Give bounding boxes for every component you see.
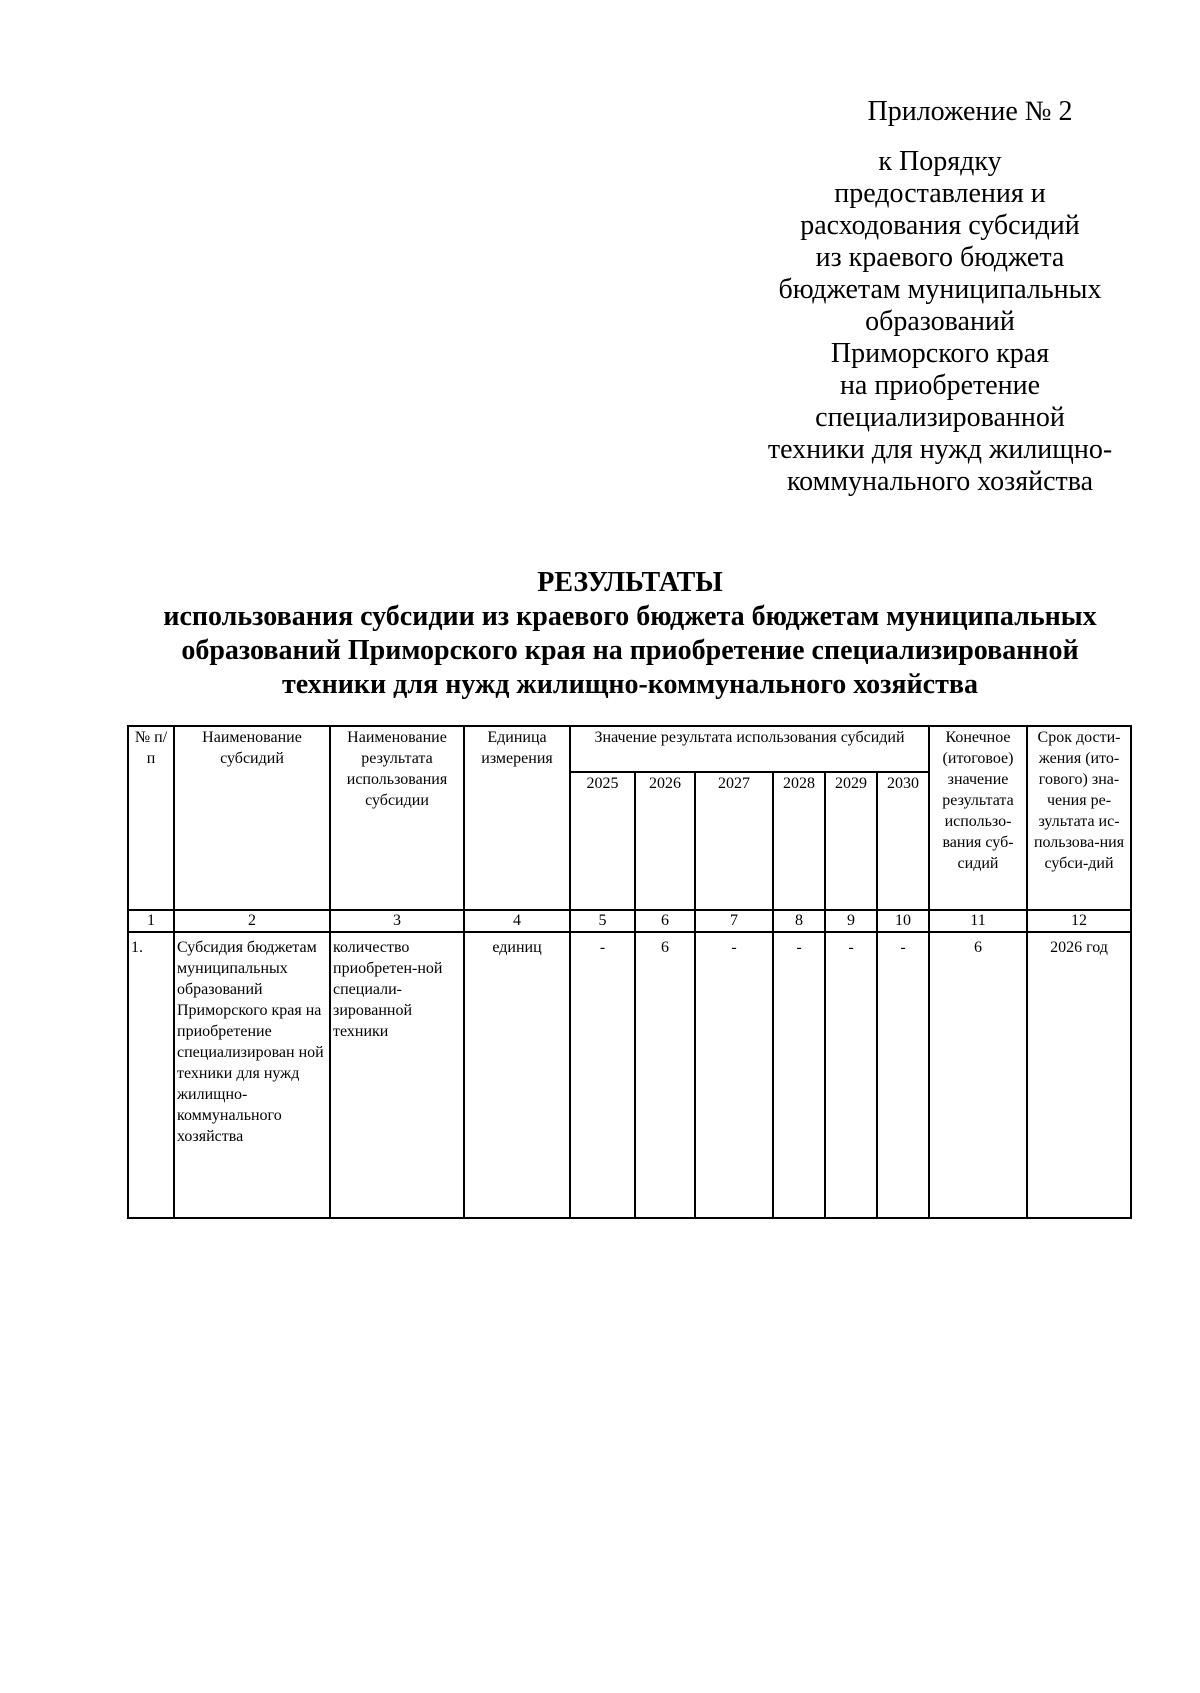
- column-number: 7: [695, 910, 773, 932]
- header-year: 2028: [773, 772, 825, 910]
- header-result-name: Наименование результата использования субсидии: [330, 726, 464, 910]
- header-unit: Единица измерения: [464, 726, 570, 910]
- header-final-value: Конечное (итоговое) значение результата использо-вания суб-сидий: [929, 726, 1027, 910]
- title-line: образований Приморского края на приобретение специализированной: [181, 635, 1079, 666]
- column-number: 10: [877, 910, 929, 932]
- header-num: № п/п: [128, 726, 174, 910]
- appendix-line: бюджетам муниципальных: [778, 274, 1102, 305]
- appendix-line: из краевого бюджета: [815, 242, 1065, 273]
- appendix-reference: [740, 146, 1140, 498]
- cell-num: 1.: [128, 932, 174, 1218]
- cell-value: -: [877, 932, 929, 1218]
- cell-value: 6: [635, 932, 695, 1218]
- column-number: 6: [635, 910, 695, 932]
- column-number: 3: [330, 910, 464, 932]
- column-number: 11: [929, 910, 1027, 932]
- column-number: 2: [174, 910, 330, 932]
- column-number: 12: [1027, 910, 1131, 932]
- header-year: 2030: [877, 772, 929, 910]
- appendix-line: образований: [865, 306, 1015, 337]
- title-line: техники для нужд жилищно-коммунального хозяйства: [282, 669, 978, 700]
- column-number: 4: [464, 910, 570, 932]
- title-line: использования субсидии из краевого бюджета бюджетам муниципальных: [163, 601, 1097, 632]
- cell-value: -: [695, 932, 773, 1218]
- appendix-number: Приложение № 2: [867, 96, 1073, 127]
- cell-subsidy-name: Субсидия бюджетам муниципальных образований Приморского края на приобретение специализирован ной техники для нужд жилищно-коммунального хозяйства: [174, 932, 330, 1218]
- appendix-line: специализированной: [815, 402, 1065, 433]
- header-year: 2025: [570, 772, 635, 910]
- table-row: [128, 932, 1131, 1218]
- appendix-line: на приобретение: [839, 370, 1041, 401]
- header-deadline: Срок дости-жения (ито-гового) зна-чения ре-зультата ис-пользова-ния субси-дий: [1027, 726, 1131, 910]
- title-heading: РЕЗУЛЬТАТЫ: [537, 567, 723, 598]
- column-number: 8: [773, 910, 825, 932]
- header-year: 2029: [825, 772, 877, 910]
- column-number: 9: [825, 910, 877, 932]
- header-subsidy-name: Наименование субсидий: [174, 726, 330, 910]
- cell-unit: единиц: [464, 932, 570, 1218]
- column-number: 5: [570, 910, 635, 932]
- header-year: 2027: [695, 772, 773, 910]
- appendix-line: предоставления и: [834, 178, 1046, 209]
- cell-final-value: 6: [929, 932, 1027, 1218]
- header-values-group: Значение результата использования субсидий: [570, 726, 929, 772]
- cell-value: -: [773, 932, 825, 1218]
- appendix-line: техники для нужд жилищно-: [767, 434, 1113, 465]
- header-year: 2026: [635, 772, 695, 910]
- cell-result-name: количество приобретен-ной специали-зированной техники: [330, 932, 464, 1218]
- cell-value: -: [825, 932, 877, 1218]
- document-title: [100, 566, 1160, 702]
- column-number: 1: [128, 910, 174, 932]
- results-table: [127, 725, 1132, 1219]
- appendix-line: коммунального хозяйства: [786, 466, 1094, 497]
- appendix-line: расходования субсидий: [800, 210, 1080, 241]
- cell-deadline: 2026 год: [1027, 932, 1131, 1218]
- appendix-line: к Порядку: [878, 146, 1002, 177]
- cell-value: -: [570, 932, 635, 1218]
- appendix-line: Приморского края: [830, 338, 1050, 369]
